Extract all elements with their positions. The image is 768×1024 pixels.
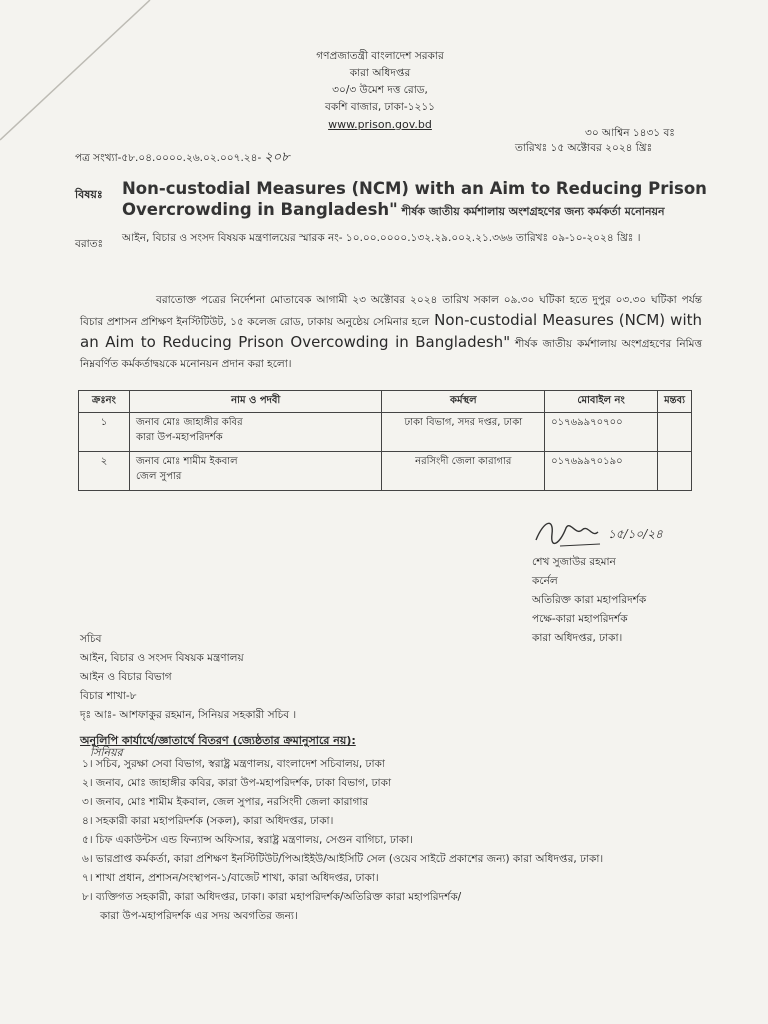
list-item-text: ৮। ব্যক্তিগত সহকারী, কারা অধিদপ্তর, ঢাকা। কারা মহাপরিদর্শক/অতিরিক্ত কারা মহাপরিদর্শক/ xyxy=(82,891,462,903)
body-part1: বরাতোক্ত পত্রের নির্দেশনা মোতাবেক আগামী ২৩ অক্টোবর ২০২৪ তারিখ সকাল ০৯.৩০ ঘটিকা হতে দুপুর ০৩.৩০ ঘটিকা পর্যন্ত বিচার প্রশাসন প্রশিক্ষণ ইনস্টিটিউট, ১৫ কলেজ রোড, ঢাকায় অনুষ্ঠেয় সেমিনার হলে xyxy=(80,294,702,328)
table-row xyxy=(79,452,692,491)
addressee-line4: বিচার শাখা-৮ xyxy=(80,690,137,702)
cell-remarks xyxy=(658,452,692,491)
addressee-line3: আইন ও বিচার বিভাগ xyxy=(80,671,172,683)
cell-name-designation xyxy=(129,413,381,452)
memo-number xyxy=(75,148,290,169)
addressee-block xyxy=(80,630,296,725)
list-item: ৭। শাখা প্রধান, প্রশাসন/সংস্থাপন-১/বাজেট শাখা, কারা অধিদপ্তর, ঢাকা। xyxy=(82,872,379,884)
list-item: ৩। জনাব, মোঃ শামীম ইকবাল, জেল সুপার, নরসিংদী জেলা কারাগার xyxy=(82,796,369,808)
list-item: ২। জনাব, মোঃ জাহাঙ্গীর কবির, কারা উপ-মহাপরিদর্শক, ঢাকা বিভাগ, ঢাকা xyxy=(82,777,391,789)
handwritten-signature xyxy=(530,514,680,554)
cell-workplace: ঢাকা বিভাগ, সদর দপ্তর, ঢাকা xyxy=(382,413,545,452)
addressee-line1: সচিব xyxy=(80,633,102,645)
reference-label: বরাতঃ xyxy=(75,238,104,250)
reference-text: আইন, বিচার ও সংসদ বিষয়ক মন্ত্রণালয়ের স্মারক নং- ১০.০০.০০০০.১৩২.২৯.০০২.২১.৩৬৬ তারিখঃ ০৯-১০-২০২৪ খ্রিঃ । xyxy=(122,232,641,244)
date-label: তারিখঃ xyxy=(515,142,548,154)
table-row xyxy=(79,413,692,452)
cell-remarks xyxy=(658,413,692,452)
body-paragraph xyxy=(80,290,702,374)
signatory-office: কারা অধিদপ্তর, ঢাকা। xyxy=(532,632,623,644)
memo-handwritten-number: ২০৮ xyxy=(264,150,290,165)
list-item: ৪। সহকারী কারা মহাপরিদর্শক (সকল), কারা অধিদপ্তর, ঢাকা। xyxy=(82,815,334,827)
signature-date: ১৫/১০/২৪ xyxy=(608,527,663,541)
list-item: ১। সচিব, সুরক্ষা সেবা বিভাগ, স্বরাষ্ট্র মন্ত্রণালয়, বাংলাদেশ সচিবালয়, ঢাকা xyxy=(82,758,385,770)
cell-serial: ২ xyxy=(79,452,130,491)
col-workplace: কর্মস্থল xyxy=(382,391,545,413)
signatory-on-behalf: পক্ষে-কারা মহাপরিদর্শক xyxy=(532,613,628,625)
website-link[interactable]: www.prison.gov.bd xyxy=(328,118,432,131)
letterhead-department: কারা অধিদপ্তর xyxy=(349,67,411,79)
body-part3: শীর্ষক জাতীয় কর্মশালায় অংশগ্রহণের নিমিত্ত নিম্নবর্ণিত কর্মকর্তাদ্বয়কে মনোনয়ন প্রদান করা হলো। xyxy=(80,338,702,370)
date-block xyxy=(515,126,675,156)
date-bangla: ৩০ আশ্বিন ১৪৩১ বঃ xyxy=(585,127,675,139)
cell-workplace: নরসিংদী জেলা কারাগার xyxy=(382,452,545,491)
date-english: ১৫ অক্টোবর ২০২৪ খ্রিঃ xyxy=(550,142,653,154)
signatory-rank: কর্নেল xyxy=(532,575,558,587)
col-remarks: মন্তব্য xyxy=(658,391,692,413)
handwritten-note: সিনিয়র xyxy=(90,746,123,759)
cell-mobile: ০১৭৬৯৯৭০১৯০ xyxy=(545,452,658,491)
subject-heading xyxy=(122,178,732,222)
paper-fold-mark xyxy=(0,0,160,150)
addressee-line2: আইন, বিচার ও সংসদ বিষয়ক মন্ত্রণালয় xyxy=(80,652,244,664)
list-item-continuation: কারা উপ-মহাপরিদর্শক এর সদয় অবগতির জন্য। xyxy=(100,910,298,922)
col-mobile: মোবাইল নং xyxy=(545,391,658,413)
distribution-list xyxy=(82,755,742,926)
subject-title-en: Non-custodial Measures (NCM) with an Aim to Reducing Prison Overcrowding in Bangladesh" xyxy=(122,179,707,219)
cell-designation: কারা উপ-মহাপরিদর্শক xyxy=(135,432,223,443)
cell-designation: জেল সুপার xyxy=(135,471,182,482)
letterhead-address-line1: ৩০/৩ উমেশ দত্ত রোড, xyxy=(332,84,428,96)
letterhead-address-line2: বকশি বাজার, ঢাকা-১২১১ xyxy=(325,101,435,113)
cell-name: জনাব মোঃ শামীম ইকবাল xyxy=(135,456,238,467)
subject-title-bn: শীর্ষক জাতীয় কর্মশালায় অংশগ্রহণের জন্য কর্মকর্তা মনোনয়ন xyxy=(397,205,665,218)
cell-mobile: ০১৭৬৯৯৭০৭০০ xyxy=(545,413,658,452)
signatory-title: অতিরিক্ত কারা মহাপরিদর্শক xyxy=(532,594,647,606)
subject-label: বিষয়ঃ xyxy=(75,188,103,201)
list-item: ৫। চিফ একাউন্টস এন্ড ফিন্যান্স অফিসার, স্বরাষ্ট্র মন্ত্রণালয়, সেগুন বাগিচা, ঢাকা। xyxy=(82,834,414,846)
memo-number-text: পত্র সংখ্যা-৫৮.০৪.০০০০.২৬.০২.০০৭.২৪- xyxy=(75,152,262,164)
letterhead-government: গণপ্রজাতন্ত্রী বাংলাদেশ সরকার xyxy=(316,50,444,62)
body-workshop-title: Non-custodial Measures (NCM) with an Aim to Reducing Prison Overcowding in Bangladesh" xyxy=(80,311,702,351)
nominee-table xyxy=(78,390,692,491)
cell-name-designation xyxy=(129,452,381,491)
addressee-attention: দৃঃ আঃ- আশফাকুর রহমান, সিনিয়র সহকারী সচিব । xyxy=(80,709,297,721)
list-item xyxy=(82,888,742,926)
list-item: ৬। ভারপ্রাপ্ত কর্মকর্তা, কারা প্রশিক্ষণ ইনস্টিটিউট/পিআইইউ/আইসিটি সেল (ওয়েব সাইটে প্রকাশের জন্য) কারা অধিদপ্তর, ঢাকা। xyxy=(82,853,604,865)
signatory-name: শেখ সুজাউর রহমান xyxy=(532,556,616,568)
cell-name: জনাব মোঃ জাহাঙ্গীর কবির xyxy=(135,417,243,428)
letterhead xyxy=(230,48,530,133)
distribution-title: অনুলিপি কার্যার্থে/জ্ঞাতার্থে বিতরণ (জ্যেষ্ঠতার ক্রমানুসারে নয়): xyxy=(80,734,356,747)
cell-serial: ১ xyxy=(79,413,130,452)
col-serial: ক্রঃনং xyxy=(79,391,130,413)
col-name: নাম ও পদবী xyxy=(129,391,381,413)
table-header-row xyxy=(79,391,692,413)
signature-block xyxy=(532,553,646,648)
